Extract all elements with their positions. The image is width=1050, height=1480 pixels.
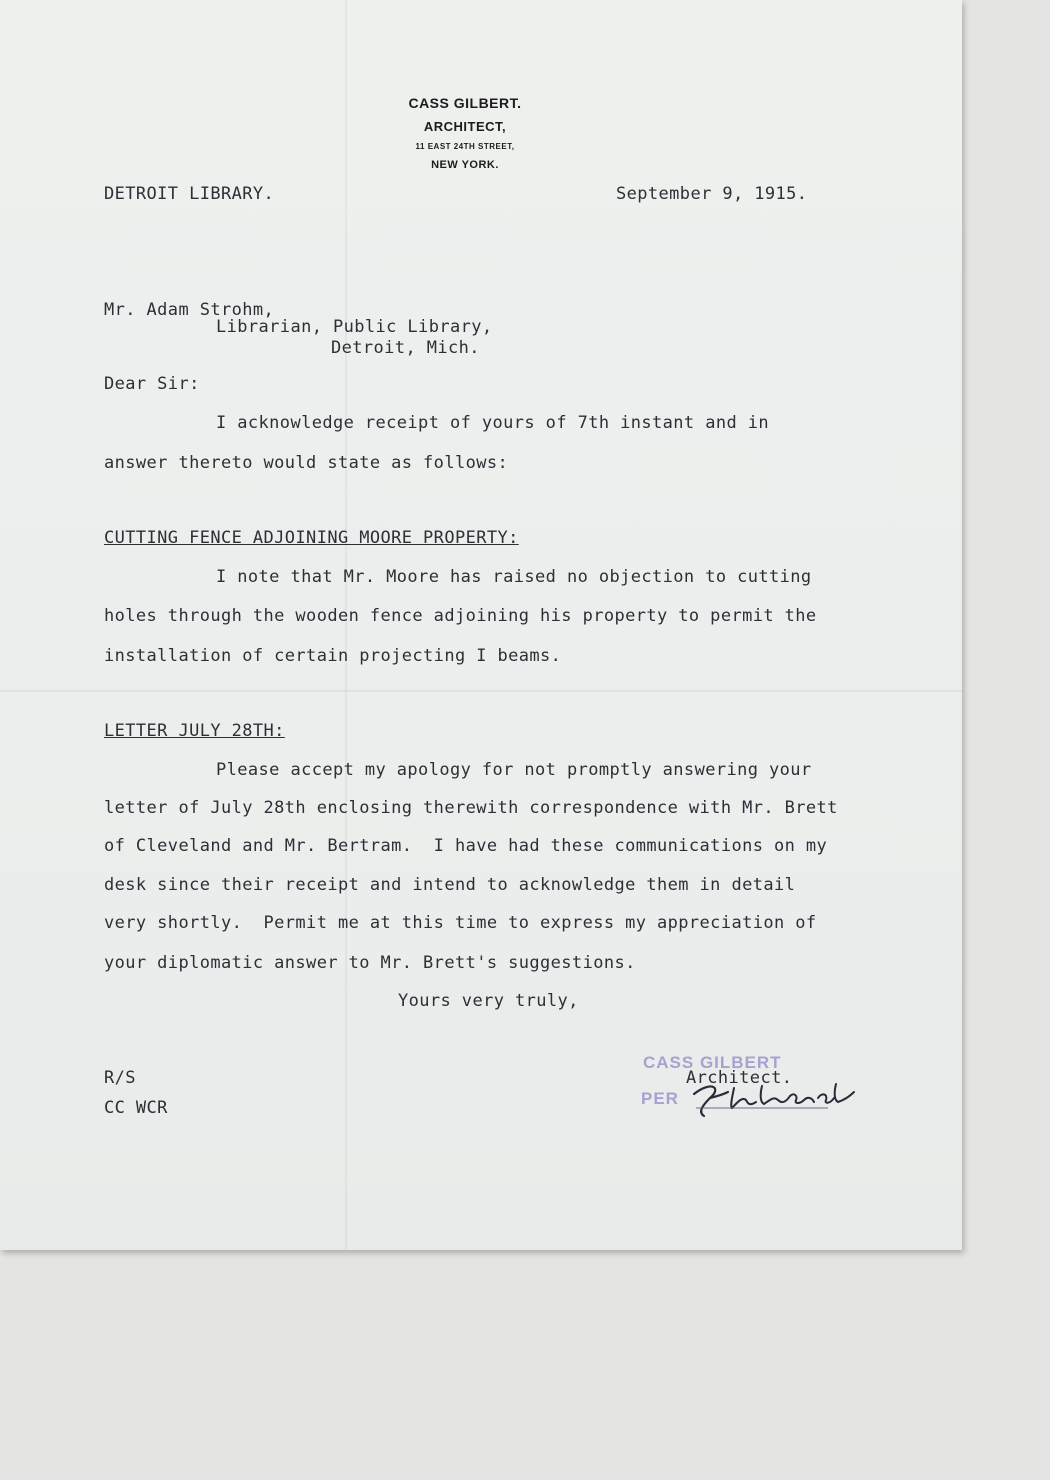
signature-title: Architect.	[686, 1068, 793, 1088]
typist-initials: R/S	[104, 1068, 136, 1088]
recipient-city: Detroit, Mich.	[331, 338, 480, 358]
salutation: Dear Sir:	[104, 374, 200, 394]
section2-line: of Cleveland and Mr. Bertram. I have had these communications on my	[104, 836, 828, 856]
section1-line: installation of certain projecting I beams.	[104, 646, 562, 666]
cc-line: CC WCR	[104, 1098, 168, 1118]
subject-line: DETROIT LIBRARY.	[104, 184, 275, 204]
section-heading-fence: CUTTING FENCE ADJOINING MOORE PROPERTY:	[104, 528, 519, 548]
fold-line	[0, 690, 962, 692]
intro-line: answer thereto would state as follows:	[104, 453, 509, 473]
letterhead-title: ARCHITECT,	[423, 119, 507, 134]
letterhead-address: 11 EAST 24TH STREET,	[415, 142, 515, 151]
letterhead-name: CASS GILBERT.	[408, 95, 522, 111]
section2-line: very shortly. Permit me at this time to express my appreciation of	[104, 913, 817, 933]
recipient-title: Librarian, Public Library,	[216, 317, 493, 337]
section2-line: letter of July 28th enclosing therewith correspondence with Mr. Brett	[104, 798, 838, 818]
intro-line: I acknowledge receipt of yours of 7th instant and in	[216, 413, 770, 433]
recipient-name: Mr. Adam Strohm,	[104, 300, 275, 320]
handwritten-signature	[688, 1078, 863, 1120]
closing: Yours very truly,	[398, 991, 579, 1011]
section2-line: Please accept my apology for not promptly answering your	[216, 760, 812, 780]
letterhead-city: NEW YORK.	[431, 159, 499, 171]
letter-date: September 9, 1915.	[616, 184, 808, 204]
section2-line: your diplomatic answer to Mr. Brett's suggestions.	[104, 953, 636, 973]
section1-line: holes through the wooden fence adjoining his property to permit the	[104, 606, 817, 626]
section-heading-letter: LETTER JULY 28TH:	[104, 721, 285, 741]
section1-line: I note that Mr. Moore has raised no objection to cutting	[216, 567, 812, 587]
stamp-name: CASS GILBERT	[643, 1053, 782, 1072]
stamp-per: PER	[641, 1089, 679, 1108]
section2-line: desk since their receipt and intend to acknowledge them in detail	[104, 875, 796, 895]
